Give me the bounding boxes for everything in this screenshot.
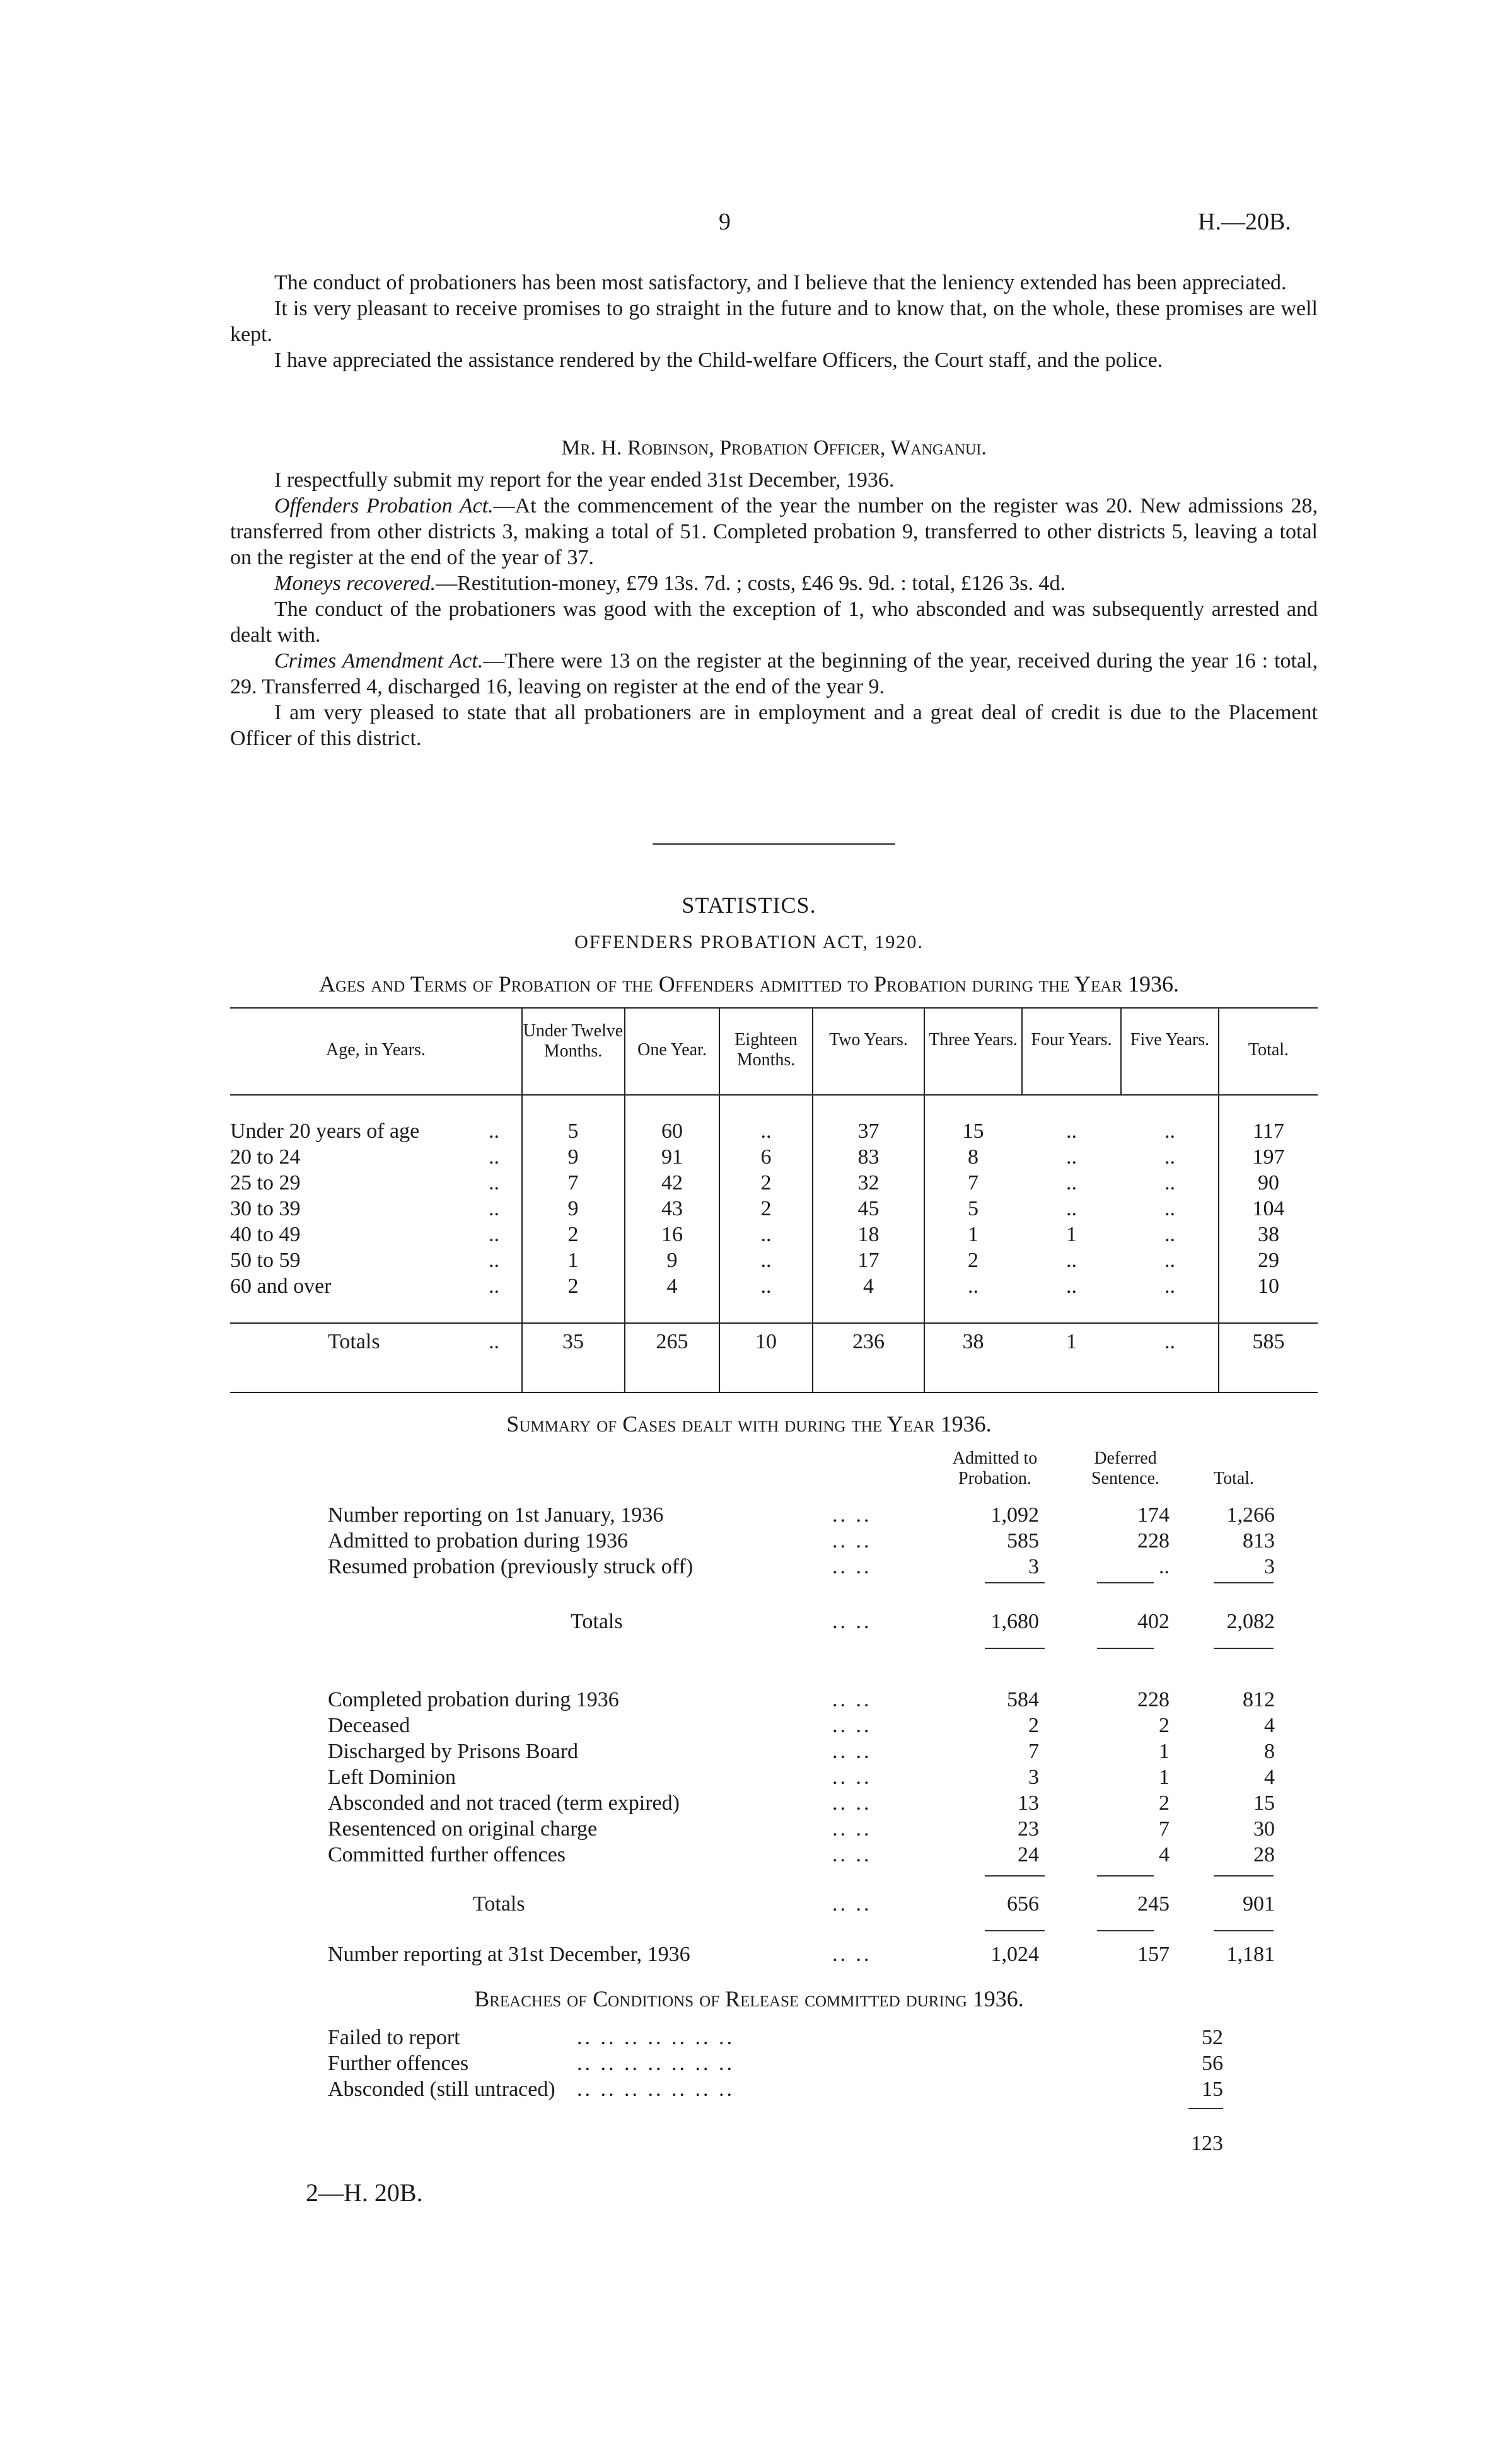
table-rule [230, 1007, 1318, 1009]
table-cell: 2 [567, 1275, 579, 1298]
section-divider [653, 843, 895, 845]
summary-row-value: 15 [1253, 1791, 1275, 1815]
row-label: 50 to 59 [230, 1249, 301, 1272]
table-cell: 32 [857, 1171, 880, 1194]
table-cell: 4 [863, 1275, 874, 1298]
summary-row-value: 28 [1253, 1843, 1275, 1866]
table-cell: 5 [567, 1119, 579, 1143]
row-label: 25 to 29 [230, 1171, 301, 1194]
leader-dots: .. [489, 1145, 499, 1169]
table-cell: 104 [1252, 1197, 1285, 1220]
table-cell: 117 [1253, 1119, 1284, 1143]
robinson-paragraph-3: Moneys recovered.—Restitution-money, £79 13s. 7d. ; costs, £46 9s. 9d. : total, £126 3s. 4d. [274, 572, 1066, 595]
leader-dots: .. .. .. .. .. .. .. [577, 2052, 734, 2075]
table-cell: 90 [1258, 1171, 1279, 1194]
totals-cell: .. [1164, 1330, 1175, 1353]
summary-row-value: 3 [1028, 1555, 1039, 1578]
totals-label: Totals [328, 1330, 380, 1353]
leader-dots: .. .. [832, 1817, 872, 1841]
table-cell: 9 [567, 1145, 579, 1169]
intro-block [230, 270, 1318, 373]
summary-totals-label: Totals [473, 1892, 525, 1916]
summary-row-value: 30 [1253, 1817, 1275, 1841]
leader-dots: .. .. [832, 1892, 872, 1916]
summary-row-value: 2 [1159, 1714, 1170, 1737]
leader-dots: .. .. [832, 1529, 872, 1553]
table-cell: .. [1066, 1119, 1077, 1143]
summary-title: Summary of Cases dealt with during the Year 1936. [506, 1411, 992, 1437]
table-cell: 9 [666, 1249, 678, 1272]
summary-row-value: 813 [1243, 1529, 1275, 1553]
page-number: 9 [719, 209, 731, 235]
table-cell: 8 [968, 1145, 978, 1169]
robinson-paragraph-6: I am very pleased to state that all probationers are in employment and a great deal of credit is due to the Placement Officer of this district. [230, 701, 1318, 750]
table-cell: 2 [760, 1171, 772, 1194]
breach-label: Absconded (still untraced) [328, 2078, 555, 2101]
summary-totals-value: 656 [1007, 1892, 1039, 1916]
total-rule [985, 1930, 1045, 1931]
ages-table [230, 1007, 1318, 1393]
totals-cell: 585 [1252, 1330, 1285, 1353]
summary-row-label: Absconded and not traced (term expired) [328, 1791, 680, 1815]
total-rule [1214, 1582, 1274, 1583]
table-rule [230, 1094, 1318, 1096]
table-cell: .. [1164, 1171, 1175, 1194]
summary-row-value: 7 [1159, 1817, 1170, 1841]
summary-row-value: 3 [1264, 1555, 1275, 1578]
table-cell: .. [760, 1275, 772, 1298]
summary-row-label: Resumed probation (previously struck off) [328, 1555, 694, 1578]
total-rule [985, 1648, 1045, 1649]
summary-row-label: Number reporting on 1st January, 1936 [328, 1503, 664, 1527]
table-cell: .. [1066, 1145, 1077, 1169]
leader-dots: .. .. [832, 1740, 872, 1763]
header-five-years: Five Years. [1130, 1030, 1210, 1050]
robinson-paragraph-1: I respectfully submit my report for the year ended 31st December, 1936. [274, 468, 895, 492]
table-cell: 16 [661, 1223, 683, 1246]
total-rule [1214, 1648, 1274, 1649]
table-cell: 2 [567, 1223, 579, 1246]
leader-dots: .. .. [832, 1555, 872, 1578]
header-two-years: Two Years. [829, 1030, 908, 1050]
leader-dots: .. .. [832, 1943, 872, 1966]
summary-row-value: 584 [1007, 1688, 1039, 1711]
summary-row-value: 4 [1159, 1843, 1170, 1866]
table-rule [1021, 1007, 1023, 1094]
summary-row-label: Discharged by Prisons Board [328, 1740, 578, 1763]
leader-dots: .. .. .. .. .. .. .. [577, 2078, 734, 2101]
breaches-title: Breaches of Conditions of Release committed during 1936. [474, 1986, 1024, 2011]
breach-value: 52 [1202, 2026, 1223, 2049]
summary-final-label: Number reporting at 31st December, 1936 [328, 1943, 690, 1966]
robinson-paragraph-5: Crimes Amendment Act.—There were 13 on the register at the beginning of the year, received during the year 16 : total, 29. Transferred 4, discharged 16, leaving on register at the end of the year 9. [230, 649, 1318, 698]
table-cell: 60 [661, 1119, 683, 1143]
summary-row-label: Committed further offences [328, 1843, 566, 1866]
table-cell: 4 [666, 1275, 678, 1298]
total-rule [1097, 1930, 1154, 1931]
table-rule [1120, 1007, 1122, 1094]
summary-header-admitted: Admitted to Probation. [952, 1449, 1038, 1488]
table-cell: 9 [567, 1197, 579, 1220]
header-total: Total. [1248, 1040, 1289, 1060]
table-cell: 42 [661, 1171, 683, 1194]
table-cell: 7 [968, 1171, 978, 1194]
header-four-years: Four Years. [1031, 1030, 1112, 1050]
totals-cell: 10 [755, 1330, 777, 1353]
summary-final-value: 1,181 [1226, 1943, 1275, 1966]
leader-dots: .. .. [832, 1791, 872, 1815]
table-cell: 45 [857, 1197, 880, 1220]
summary-row-value: 228 [1137, 1529, 1170, 1553]
summary-row-value: 2 [1159, 1791, 1170, 1815]
summary-row-value: 24 [1018, 1843, 1039, 1866]
summary-totals-value: 901 [1243, 1892, 1275, 1916]
table-cell: .. [1164, 1119, 1175, 1143]
summary-row-value: 1 [1159, 1766, 1170, 1789]
total-rule [1214, 1875, 1274, 1877]
row-label: 40 to 49 [230, 1223, 301, 1246]
summary-header-total: Total. [1213, 1469, 1255, 1488]
totals-cell: 236 [852, 1330, 885, 1353]
breach-value: 15 [1202, 2078, 1223, 2101]
total-rule [985, 1582, 1045, 1583]
leader-dots: .. [489, 1171, 499, 1194]
row-label: 20 to 24 [230, 1145, 301, 1169]
totals-cell: 265 [656, 1330, 688, 1353]
table-rule [230, 1392, 1318, 1393]
document-reference: H.—20B. [1198, 209, 1291, 235]
leader-dots: .. .. [832, 1503, 872, 1527]
table-cell: 17 [857, 1249, 880, 1272]
leader-dots: .. .. [832, 1843, 872, 1866]
table-cell: 197 [1252, 1145, 1285, 1169]
leader-dots: .. [489, 1275, 499, 1298]
moneys-label: Moneys recovered. [274, 572, 436, 595]
table-cell: 5 [968, 1197, 978, 1220]
crimes-act-label: Crimes Amendment Act. [274, 649, 484, 673]
table-cell: .. [1066, 1249, 1077, 1272]
header-three-years: Three Years. [929, 1030, 1018, 1050]
table-cell: 15 [962, 1119, 984, 1143]
robinson-heading: Mr. H. Robinson, Probation Officer, Wanganui. [561, 436, 987, 460]
summary-row-value: 13 [1018, 1791, 1039, 1815]
statistics-title: STATISTICS. [682, 893, 816, 918]
summary-row-value: 8 [1264, 1740, 1275, 1763]
table-cell: 7 [567, 1171, 579, 1194]
summary-row-value: 2 [1028, 1714, 1039, 1737]
leader-dots: .. .. [832, 1714, 872, 1737]
breach-label: Further offences [328, 2052, 469, 2075]
leader-dots: .. [489, 1223, 499, 1246]
table-cell: 2 [968, 1249, 978, 1272]
summary-row-label: Resentenced on original charge [328, 1817, 598, 1841]
summary-row-value: 3 [1028, 1766, 1039, 1789]
total-rule [1097, 1648, 1154, 1649]
summary-row-value: 1,266 [1226, 1503, 1275, 1527]
leader-dots: .. [489, 1330, 499, 1353]
summary-row-value: 228 [1137, 1688, 1170, 1711]
summary-row-value: 1 [1159, 1740, 1170, 1763]
table-cell: 1 [1066, 1223, 1077, 1246]
summary-row-label: Completed probation during 1936 [328, 1688, 619, 1711]
total-rule [1188, 2108, 1223, 2109]
intro-paragraph-3: I have appreciated the assistance rendered by the Child-welfare Officers, the Court staff, and the police. [274, 349, 1163, 372]
leader-dots: .. [489, 1119, 499, 1143]
table-cell: 18 [857, 1223, 880, 1246]
summary-totals-value: 1,680 [990, 1610, 1039, 1633]
summary-row-value: 812 [1243, 1688, 1275, 1711]
table-cell: 38 [1258, 1223, 1279, 1246]
summary-row-label: Left Dominion [328, 1766, 456, 1789]
table-cell: .. [1164, 1249, 1175, 1272]
table-cell: .. [760, 1223, 772, 1246]
table-rule [230, 1322, 1318, 1324]
table-cell: .. [1164, 1197, 1175, 1220]
table-cell: .. [1066, 1197, 1077, 1220]
summary-final-value: 1,024 [990, 1943, 1039, 1966]
total-rule [1214, 1930, 1274, 1931]
table-cell: 29 [1258, 1249, 1279, 1272]
summary-row-label: Admitted to probation during 1936 [328, 1529, 628, 1553]
header-one-year: One Year. [637, 1040, 707, 1060]
summary-header-deferred: Deferred Sentence. [1091, 1449, 1160, 1488]
table-cell: 2 [760, 1197, 772, 1220]
intro-paragraph-2: It is very pleasant to receive promises to go straight in the future and to know that, on the whole, these promises are well kept. [230, 297, 1318, 346]
act-title: OFFENDERS PROBATION ACT, 1920. [574, 932, 924, 952]
breaches-total: 123 [1191, 2132, 1223, 2155]
summary-totals-value: 245 [1137, 1892, 1170, 1916]
table-cell: 6 [760, 1145, 772, 1169]
summary-row-label: Deceased [328, 1714, 410, 1737]
table-cell: 91 [661, 1145, 683, 1169]
leader-dots: .. .. .. .. .. .. .. [577, 2026, 734, 2049]
robinson-paragraph-2: Offenders Probation Act.—At the commencement of the year the number on the register was 20. New admissions 28, transferred from other districts 3, making a total of 51. Completed probation 9, transferred to other districts 5, leaving a total on the register at the end of the year of 37. [230, 494, 1318, 569]
total-rule [985, 1875, 1045, 1877]
table-cell: .. [1164, 1223, 1175, 1246]
table-cell: .. [968, 1275, 978, 1298]
table-cell: .. [760, 1119, 772, 1143]
summary-row-value: 4 [1264, 1714, 1275, 1737]
header-under-twelve: Under Twelve Months. [523, 1021, 624, 1061]
totals-cell: 38 [962, 1330, 984, 1353]
summary-row-value: .. [1159, 1555, 1170, 1578]
table-cell: .. [1164, 1275, 1175, 1298]
summary-totals-value: 402 [1137, 1610, 1170, 1633]
table-cell: 43 [661, 1197, 683, 1220]
summary-totals-label: Totals [571, 1610, 623, 1633]
leader-dots: .. .. [832, 1610, 872, 1633]
intro-paragraph-1: The conduct of probationers has been most satisfactory, and I believe that the leniency extended has been appreciated. [274, 271, 1287, 294]
robinson-paragraph-4: The conduct of the probationers was good with the exception of 1, who absconded and was subsequently arrested and dealt with. [230, 598, 1318, 647]
header-age: Age, in Years. [326, 1040, 426, 1060]
robinson-report [230, 435, 1318, 751]
table-cell: 83 [857, 1145, 880, 1169]
table-cell: 10 [1258, 1275, 1279, 1298]
leader-dots: .. .. [832, 1766, 872, 1789]
table-cell: .. [1066, 1171, 1077, 1194]
summary-row-value: 7 [1028, 1740, 1039, 1763]
ages-table-title: Ages and Terms of Probation of the Offenders admitted to Probation during the Year 1936. [318, 971, 1180, 997]
total-rule [1097, 1582, 1154, 1583]
table-cell: 1 [968, 1223, 978, 1246]
summary-row-value: 1,092 [990, 1503, 1039, 1527]
row-label: 60 and over [230, 1275, 332, 1298]
breach-label: Failed to report [328, 2026, 460, 2049]
breach-value: 56 [1202, 2052, 1223, 2075]
summary-totals-value: 2,082 [1226, 1610, 1275, 1633]
row-label: 30 to 39 [230, 1197, 301, 1220]
total-rule [1097, 1875, 1154, 1877]
table-cell: 37 [857, 1119, 880, 1143]
summary-row-value: 4 [1264, 1766, 1275, 1789]
leader-dots: .. [489, 1249, 499, 1272]
summary-row-value: 585 [1007, 1529, 1039, 1553]
summary-row-value: 23 [1018, 1817, 1039, 1841]
totals-cell: 35 [562, 1330, 584, 1353]
leader-dots: .. [489, 1197, 499, 1220]
table-cell: .. [1164, 1145, 1175, 1169]
table-cell: 1 [567, 1249, 579, 1272]
offenders-act-label: Offenders Probation Act. [274, 494, 494, 518]
leader-dots: .. .. [832, 1688, 872, 1711]
row-label: Under 20 years of age [230, 1119, 420, 1143]
table-cell: .. [760, 1249, 772, 1272]
footer-reference: 2—H. 20B. [306, 2178, 423, 2207]
table-cell: .. [1066, 1275, 1077, 1298]
summary-row-value: 174 [1137, 1503, 1170, 1527]
totals-cell: 1 [1066, 1330, 1077, 1353]
summary-final-value: 157 [1137, 1943, 1170, 1966]
header-eighteen-months: Eighteen Months. [734, 1030, 798, 1070]
